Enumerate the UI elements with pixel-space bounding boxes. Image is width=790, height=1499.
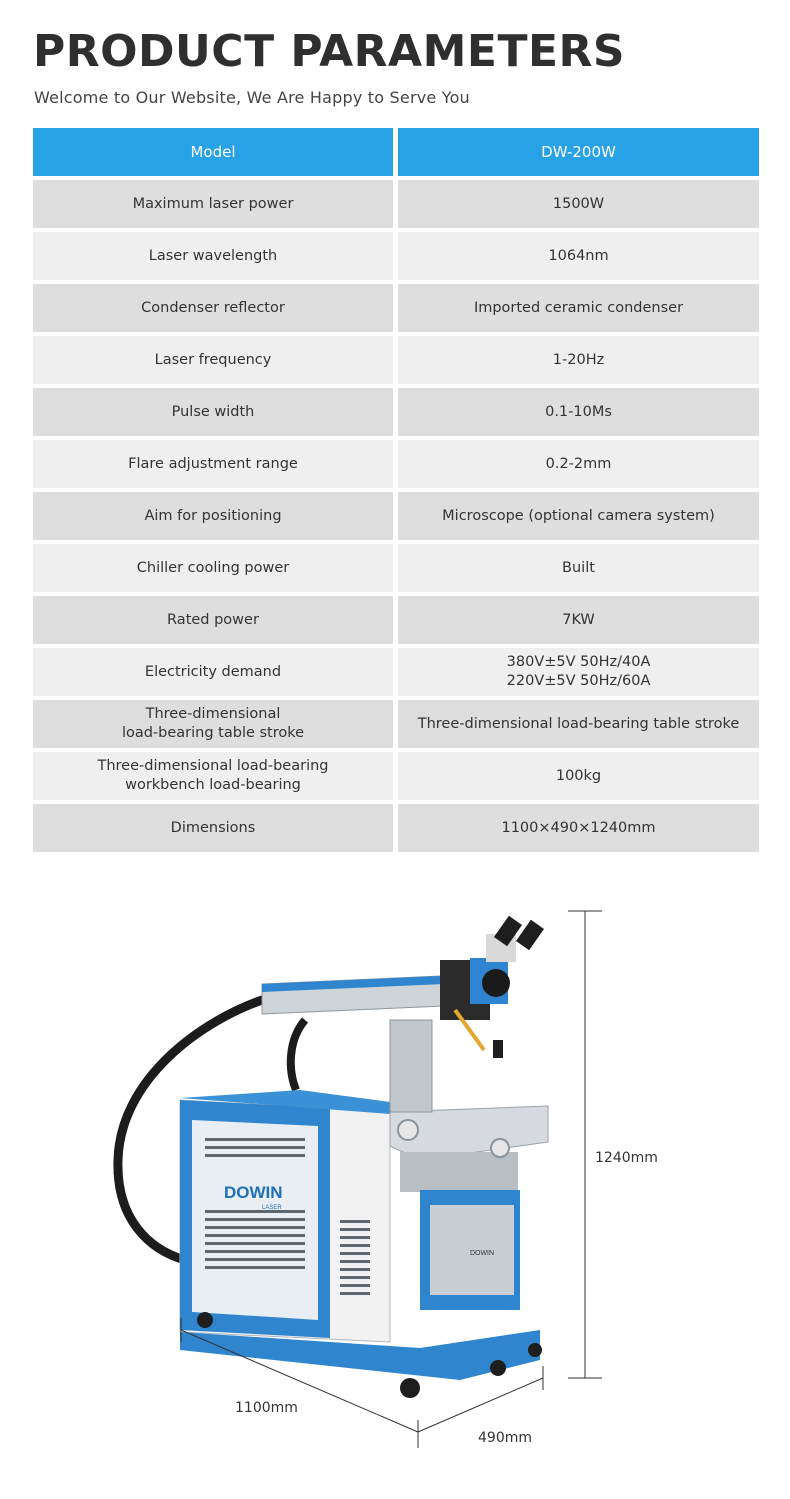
brand-logo-sub: LASER <box>262 1205 282 1211</box>
param-value: 380V±5V 50Hz/40A 220V±5V 50Hz/60A <box>398 648 759 696</box>
table-stage <box>400 1152 518 1192</box>
param-value: 1-20Hz <box>398 336 759 384</box>
param-label: Pulse width <box>33 388 393 436</box>
adjust-knob-right <box>491 1139 509 1157</box>
header-label-cell: Model <box>33 128 393 176</box>
param-value: 1064nm <box>398 232 759 280</box>
adjust-knob-left <box>398 1120 418 1140</box>
param-value: Built <box>398 544 759 592</box>
param-label: Electricity demand <box>33 648 393 696</box>
height-label: 1240mm <box>595 1150 658 1166</box>
table-header-row <box>33 128 759 176</box>
table-row <box>33 440 759 488</box>
column-logo: DOWIN <box>469 1250 495 1257</box>
param-label: Three-dimensional load-bearing table stroke <box>33 700 393 748</box>
param-label: Maximum laser power <box>33 180 393 228</box>
length-label: 1100mm <box>235 1400 298 1416</box>
table-row <box>33 700 759 748</box>
param-label: Three-dimensional load-bearing workbench load-bearing <box>33 752 393 800</box>
camera-light <box>493 1040 503 1058</box>
param-label: Laser frequency <box>33 336 393 384</box>
param-value: 0.1-10Ms <box>398 388 759 436</box>
param-label: Laser wavelength <box>33 232 393 280</box>
param-value: 1100×490×1240mm <box>398 804 759 852</box>
param-label: Aim for positioning <box>33 492 393 540</box>
table-row <box>33 388 759 436</box>
page-title: PRODUCT PARAMETERS <box>33 26 626 77</box>
param-value: 7KW <box>398 596 759 644</box>
param-label: Dimensions <box>33 804 393 852</box>
table-row <box>33 232 759 280</box>
param-value: 0.2-2mm <box>398 440 759 488</box>
param-label: Flare adjustment range <box>33 440 393 488</box>
table-row <box>33 336 759 384</box>
param-value: Microscope (optional camera system) <box>398 492 759 540</box>
table-row <box>33 544 759 592</box>
table-row <box>33 492 759 540</box>
param-label: Condenser reflector <box>33 284 393 332</box>
page-subtitle: Welcome to Our Website, We Are Happy to Serve You <box>34 88 470 107</box>
table-row <box>33 596 759 644</box>
laser-welding-machine-illustration <box>0 880 790 1480</box>
table-row <box>33 284 759 332</box>
depth-label: 490mm <box>478 1430 532 1446</box>
param-value: Three-dimensional load-bearing table stroke <box>398 700 759 748</box>
table-row <box>33 804 759 852</box>
parameters-table <box>33 128 759 856</box>
product-image-section <box>0 880 790 1480</box>
param-value: Imported ceramic condenser <box>398 284 759 332</box>
table-row <box>33 648 759 696</box>
table-row <box>33 180 759 228</box>
param-value: 100kg <box>398 752 759 800</box>
depth-dim-line <box>418 1378 543 1432</box>
microscope-lens-ring <box>482 969 510 997</box>
param-label: Rated power <box>33 596 393 644</box>
fiber-cable-2 <box>291 1020 305 1090</box>
header-value-cell: DW-200W <box>398 128 759 176</box>
param-label: Chiller cooling power <box>33 544 393 592</box>
brand-logo: DOWIN <box>224 1183 283 1202</box>
arm-post <box>390 1020 432 1112</box>
param-value: 1500W <box>398 180 759 228</box>
table-row <box>33 752 759 800</box>
